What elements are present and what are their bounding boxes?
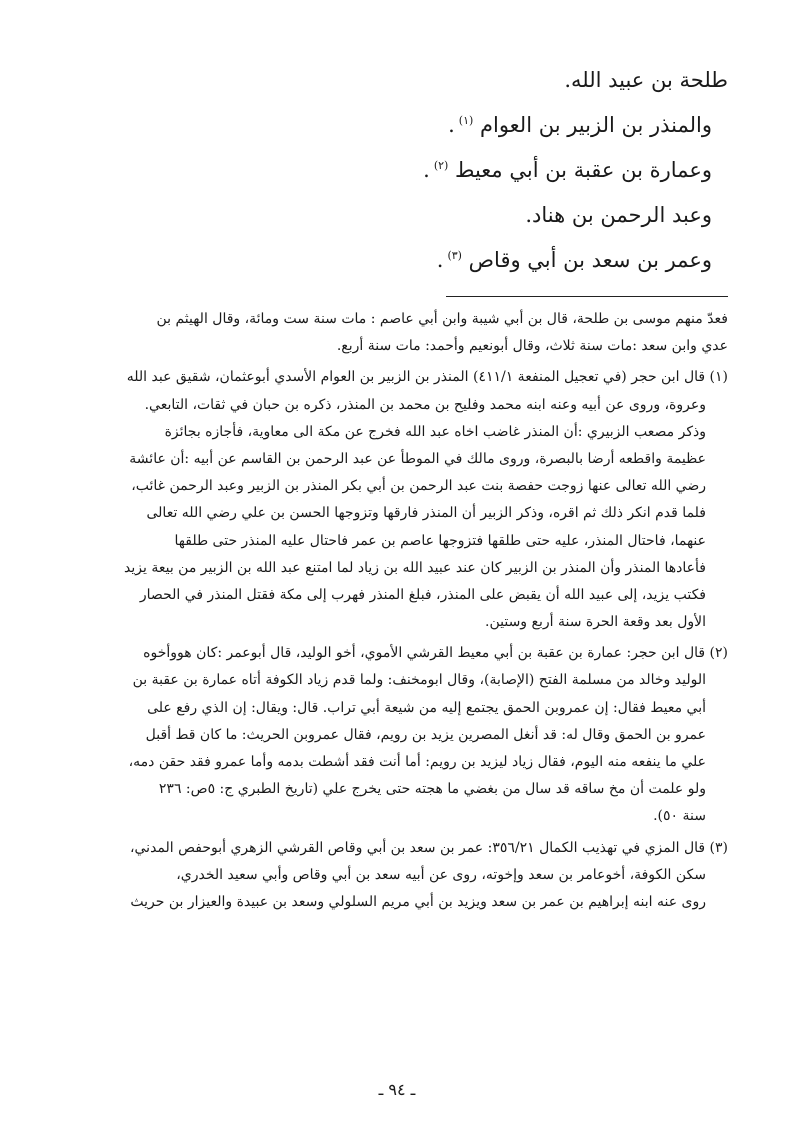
footnote-line: عمرو بن الحمق وقال له: قد أنغل المصرين يزيد بن رويم، فقال عمروبن الحريث: ما كان قط أقبل — [145, 726, 706, 743]
footnote-line: عنهما، فاحتال المنذر، عليه حتى طلقها فتزوجها عاصم بن عمر فاحتال عليه المنذر حتى طلقها — [174, 532, 706, 549]
footnote-line: سنة ٥٠). — [653, 808, 706, 825]
footnote-intro — [62, 306, 728, 360]
main-line-text: طلحة بن عبيد الله. — [564, 68, 728, 92]
footnote-line: فأعادها المنذر وأن المنذر بن الزبير كان عند عبيد الله بن زياد لما امتنع عبد الله بن الزبير من بيعة يزيد — [124, 559, 706, 576]
footnotes — [62, 306, 728, 920]
footnote-line: (٣) قال المزي في تهذيب الكمال ٣٥٦/٢١: عمر بن سعد بن أبي وقاص القرشي الزهري أبوحفص المدني، — [129, 839, 728, 856]
footnote-line: عظيمة واقطعه أرضا بالبصرة، وروى مالك في الموطأ عن عبد الرحمن بن القاسم عن أبيه :أن عائشة — [129, 450, 706, 467]
main-line-text: وعبد الرحمن بن هناد. — [525, 203, 712, 227]
main-line — [248, 193, 728, 238]
footnote-line: رضي الله تعالى عنها زوجت حفصة بنت عبد الرحمن بن أبي بكر المنذر بن الزبير وعبد الرحمن غائب، — [131, 478, 706, 495]
main-line-text: وعمر بن سعد بن أبي وقاص — [468, 248, 712, 272]
main-text — [248, 58, 728, 283]
main-line-text: وعمارة بن عقبة بن أبي معيط — [455, 158, 712, 182]
main-line-tail: . — [423, 158, 430, 182]
footnote-ref[interactable]: (٢) — [433, 159, 449, 172]
footnote-line: الأول بعد وقعة الحرة سنة أربع وستين. — [485, 614, 706, 631]
main-line — [248, 103, 728, 148]
footnote-ref[interactable]: (٣) — [447, 249, 462, 262]
footnote-line: ولو علمت أن مخ ساقه قد سال من بغضي ما هجته حتى يخرج علي (تاريخ الطبري ج: ٥ص: ٢٣٦ — [158, 781, 706, 798]
main-line — [248, 58, 728, 103]
footnote-3 — [62, 835, 728, 917]
footnote-line: الوليد وخالد من مسلمة الفتح (الإصابة)، وقال ابومخنف: ولما قدم زياد الكوفة أتاه عمارة بن عقبة بن — [132, 672, 706, 689]
footnote-2 — [62, 640, 728, 830]
footnote-line: سكن الكوفة، أخوعامر بن سعد وإخوته، روى عن أبيه سعد بن أبي وقاص وأبي سعيد الخدري، — [176, 866, 706, 883]
main-line — [248, 238, 728, 283]
footnote-line: وذكر مصعب الزبيري :أن المنذر غاضب اخاه عبد الله فخرج عن مكة الى معاوية، فأجازه بجائزة — [164, 423, 706, 440]
footnote-1 — [62, 364, 728, 636]
footnote-line: (٢) قال ابن حجر: عمارة بن عقبة بن أبي معيط القرشي الأموي، أخو الوليد، قال أبوعمر :كان هووأخوه — [143, 645, 728, 662]
footnote-line: عدي وابن سعد :مات سنة ثلاث، وقال أبونعيم وأحمد: مات سنة أربع. — [336, 338, 728, 355]
footnote-separator — [446, 296, 728, 297]
footnote-line: روى عنه ابنه إبراهيم بن عمر بن سعد ويزيد بن أبي مريم السلولي وسعد بن عبيدة والعيزار بن حريث — [130, 893, 706, 910]
footnote-line: (١) قال ابن حجر (في تعجيل المنفعة ٤١١/١) المنذر بن الزبير بن العوام الأسدي أبوعثمان، شقيق عبد الله — [126, 369, 728, 386]
footnote-line: وعروة، وروى عن أبيه وعنه ابنه محمد وفليح بن محمد بن المنذر، ذكره بن حبان في ثقات، التابعي. — [144, 396, 706, 413]
main-line-text: والمنذر بن الزبير بن العوام — [479, 113, 712, 137]
main-line-tail: . — [448, 113, 455, 137]
footnote-line: علي ما ينفعه منه اليوم، فقال زياد ليزيد بن رويم: أما أنت فقد أشطت بدمه وأما عمرو فقد حقن دمه، — [128, 754, 706, 770]
main-line — [248, 148, 728, 193]
footnote-line: فلما قدم انكر ذلك ثم اقره، وذكر الزبير أن المنذر فارقها وتزوجها الحسن بن علي رضي الله تعالى — [146, 505, 706, 522]
footnote-line: أبي معيط فقال: إن عمروبن الحمق يجتمع إليه من شيعة أبي تراب. قال: ويقال: إن الذي رفع على — [147, 699, 706, 716]
page-number: ـ ٩٤ ـ — [378, 1080, 416, 1099]
footnote-ref[interactable]: (١) — [458, 114, 474, 127]
main-line-tail: . — [436, 248, 444, 272]
footnote-line: فكتب يزيد، إلى عبيد الله أن يقبض على المنذر، فبلغ المنذر فهرب إلى مكة فقتل المنذر في الحصار — [139, 586, 706, 603]
footnote-line: فعدّ منهم موسى بن طلحة، قال بن أبي شيبة وابن أبي عاصم : مات سنة ست ومائة، وقال الهيثم بن — [156, 311, 728, 327]
